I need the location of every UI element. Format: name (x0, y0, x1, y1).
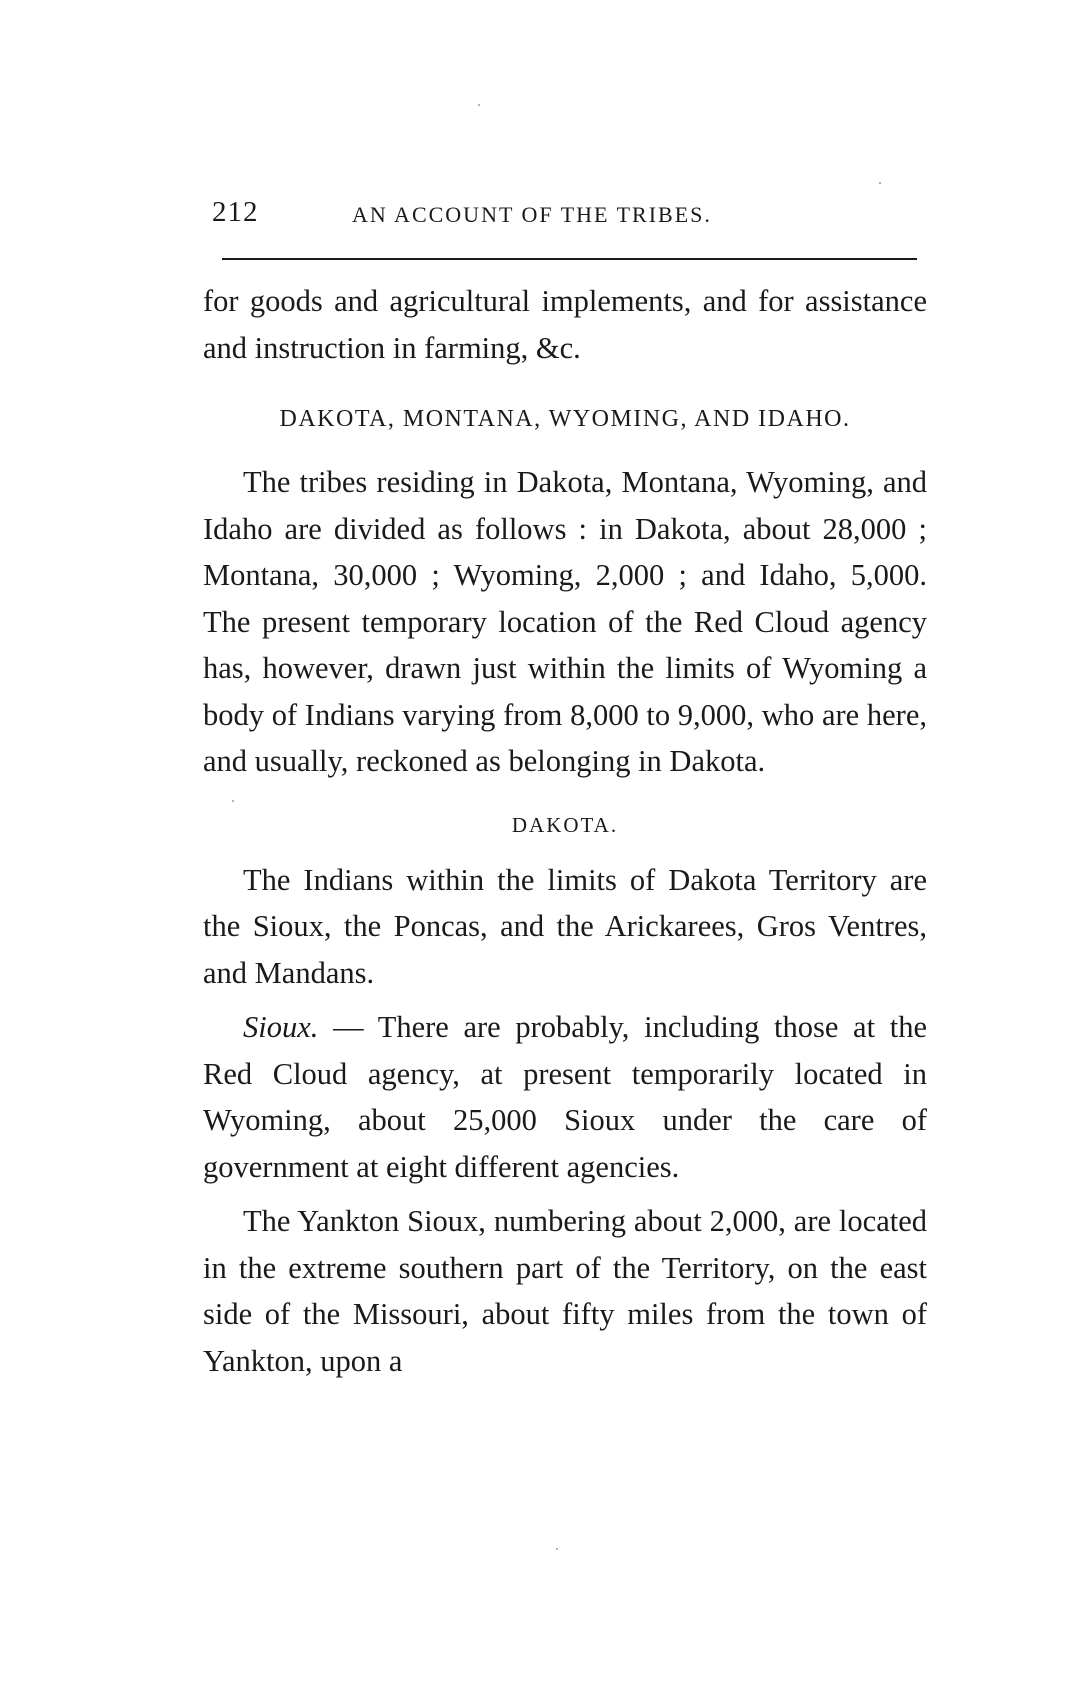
continuation-paragraph: for goods and agricultural implements, and for assistance and instruction in farming, &c. (203, 284, 927, 365)
paper-speck (879, 182, 881, 184)
header-rule (222, 258, 917, 260)
paper-speck (478, 104, 480, 106)
page-header (212, 196, 920, 236)
subsection-heading: DAKOTA. (511, 812, 619, 837)
running-head: AN ACCOUNT OF THE TRIBES. (352, 202, 712, 227)
section-heading: DAKOTA, MONTANA, WYOMING, AND IDAHO. (279, 406, 851, 432)
intro-paragraph: The Indians within the limits of Dakota Territory are the Sioux, the Poncas, and the Arickarees, Gros Ventres, and Mandans. (203, 862, 927, 990)
body-text (203, 278, 927, 1384)
paper-speck (556, 1548, 558, 1550)
sioux-paragraph-text: There are probably, including those at the Red Cloud agency, at present temporarily located in Wyoming, about 25,000 Sioux under the care of government at eight different agencies. (203, 1010, 927, 1184)
page-number: 212 (212, 196, 259, 228)
paper-speck (232, 800, 234, 802)
yankton-paragraph: The Yankton Sioux, numbering about 2,000, are located in the extreme southern part of the Territory, on the east side of the Missouri, about fifty miles from the town of Yankton, upon a (203, 1204, 927, 1378)
section-paragraph: The tribes residing in Dakota, Montana, Wyoming, and Idaho are divided as follows : in Dakota, about 28,000 ; Montana, 30,000 ; Wyoming, 2,000 ; and Idaho, 5,000. The present temporary location of the Red Cloud agency has, however, drawn just within the limits of Wyoming a body of Indians varying from 8,000 to 9,000, who are here, and usually, reckoned as belonging in Dakota. (203, 465, 927, 778)
em-dash: — (318, 1010, 378, 1044)
sioux-paragraph (203, 1004, 927, 1190)
sioux-run-in-label: Sioux. (243, 1010, 319, 1044)
